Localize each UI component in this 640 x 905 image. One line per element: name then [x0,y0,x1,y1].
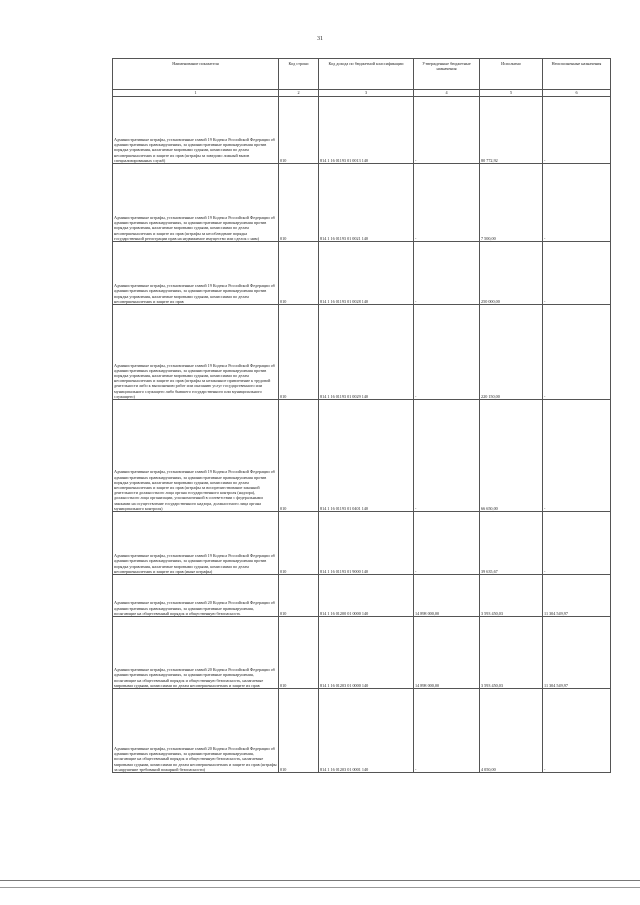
approved-amount: - [414,400,480,512]
unexecuted-amount: - [543,689,611,773]
table-row [113,97,611,164]
column-header-executed: Исполнено [480,59,543,90]
approved-amount: - [414,512,480,575]
executed-amount: 3 593 450,03 [480,617,543,689]
indicator-name: Административные штрафы, установленные главой 19 Кодекса Российской Федерации об административных правонарушениях, за административные правонарушения против порядка управления, налагаемые мировыми судьями, комиссиями по делам несовершеннолетних и защите их прав [113,242,279,305]
unexecuted-amount: - [543,242,611,305]
classification-code: 814 1 16 01200 01 0000 140 [319,575,414,617]
table-row [113,617,611,689]
table-row [113,575,611,617]
unexecuted-amount: 11 304 549,97 [543,617,611,689]
classification-code: 814 1 16 01193 01 0401 140 [319,400,414,512]
indicator-name: Административные штрафы, установленные главой 19 Кодекса Российской Федерации об административных правонарушениях, за административные правонарушения против порядка управления, налагаемые мировыми судьями, комиссиями по делам несовершеннолетних и защите их прав (штрафы за незаконное привлечение к трудовой деятельности либо к выполнению работ или оказанию услуг государственного или муниципального служащего либо бывшего государственного или муниципального служащего) [113,305,279,400]
column-number: 5 [480,90,543,97]
line-code: 010 [279,400,319,512]
executed-amount: 39 635,67 [480,512,543,575]
approved-amount: - [414,97,480,164]
classification-code: 814 1 16 01193 01 0029 140 [319,305,414,400]
indicator-name: Административные штрафы, установленные главой 19 Кодекса Российской Федерации об административных правонарушениях, за административные правонарушения против порядка управления, налагаемые мировыми судьями, комиссиями по делам несовершеннолетних и защите их прав (штрафы за несоблюдение порядка государственной регистрации прав на недвижимое имущество или сделок с ним) [113,164,279,242]
approved-amount: - [414,305,480,400]
indicator-name: Административные штрафы, установленные главой 19 Кодекса Российской Федерации об административных правонарушениях, за административные правонарушения против порядка управления, налагаемые мировыми судьями, комиссиями по делам несовершеннолетних и защите их прав (иные штрафы) [113,512,279,575]
approved-amount: 14 898 000,00 [414,617,480,689]
classification-code: 814 1 16 01193 01 0021 140 [319,164,414,242]
column-header-unexecuted: Неисполненные назначения [543,59,611,90]
column-number: 3 [319,90,414,97]
table-row [113,164,611,242]
column-number-row [113,90,611,97]
budget-revenue-table [112,58,611,773]
table-row [113,305,611,400]
line-code: 010 [279,305,319,400]
column-number: 2 [279,90,319,97]
indicator-name: Административные штрафы, установленные главой 20 Кодекса Российской Федерации об административных правонарушениях, за административные правонарушения, посягающие на общественный порядок и общественную безопасность [113,575,279,617]
page-bottom-rule [0,880,640,881]
unexecuted-amount: - [543,305,611,400]
executed-amount: 66 650,00 [480,400,543,512]
unexecuted-amount: - [543,512,611,575]
unexecuted-amount: 11 304 549,97 [543,575,611,617]
line-code: 010 [279,512,319,575]
line-code: 010 [279,617,319,689]
table-row [113,689,611,773]
indicator-name: Административные штрафы, установленные главой 20 Кодекса Российской Федерации об административных правонарушениях, за административные правонарушения, посягающие на общественный порядок и общественную безопасность, налагаемые мировыми судьями, комиссиями по делам несовершеннолетних и защите их прав (штрафы за нарушение требований пожарной безопасности) [113,689,279,773]
classification-code: 814 1 16 01193 01 0013 140 [319,97,414,164]
indicator-name: Административные штрафы, установленные главой 19 Кодекса Российской Федерации об административных правонарушениях, за административные правонарушения против порядка управления, налагаемые мировыми судьями, комиссиями по делам несовершеннолетних и защите их прав (штрафы за воспрепятствование законной деятельности должностного лица органа государственного контроля (надзора), должностного лица организации, уполномоченной в соответствии с федеральными законами на осуществление государственного надзора, должностного лица органа муниципального контроля) [113,400,279,512]
column-header-approved: Утвержденные бюджетные назначения [414,59,480,90]
classification-code: 814 1 16 01203 01 0001 140 [319,689,414,773]
classification-code: 814 1 16 01193 01 9000 140 [319,512,414,575]
classification-code: 814 1 16 01193 01 0028 140 [319,242,414,305]
indicator-name: Административные штрафы, установленные главой 19 Кодекса Российской Федерации об административных правонарушениях, за административные правонарушения против порядка управления, налагаемые мировыми судьями, комиссиями по делам несовершеннолетних и защите их прав (штрафы за заведомо ложный вызов специализированных служб) [113,97,279,164]
column-header-classification-code: Код дохода по бюджетной классификации [319,59,414,90]
classification-code: 814 1 16 01203 01 0000 140 [319,617,414,689]
approved-amount: - [414,689,480,773]
indicator-name: Административные штрафы, установленные главой 20 Кодекса Российской Федерации об административных правонарушениях, за административные правонарушения, посягающие на общественный порядок и общественную безопасность, налагаемые мировыми судьями, комиссиями по делам несовершеннолетних и защите их прав [113,617,279,689]
table-row [113,400,611,512]
column-header-name: Наименование показателя [113,59,279,90]
approved-amount: - [414,164,480,242]
executed-amount: 7 500,00 [480,164,543,242]
page-number: 31 [317,36,323,42]
line-code: 010 [279,97,319,164]
line-code: 010 [279,689,319,773]
table-row [113,242,611,305]
line-code: 010 [279,242,319,305]
table-row [113,512,611,575]
line-code: 010 [279,575,319,617]
column-number: 4 [414,90,480,97]
executed-amount: 220 150,00 [480,305,543,400]
approved-amount: 14 898 000,00 [414,575,480,617]
executed-amount: 80 772,92 [480,97,543,164]
table-header-row [113,59,611,90]
column-number: 6 [543,90,611,97]
column-number: 1 [113,90,279,97]
approved-amount: - [414,242,480,305]
executed-amount: 250 000,00 [480,242,543,305]
unexecuted-amount: - [543,400,611,512]
page-bottom-rule [0,887,640,888]
unexecuted-amount: - [543,97,611,164]
line-code: 010 [279,164,319,242]
executed-amount: 3 593 450,03 [480,575,543,617]
unexecuted-amount: - [543,164,611,242]
executed-amount: 4 050,00 [480,689,543,773]
column-header-line-code: Код строки [279,59,319,90]
